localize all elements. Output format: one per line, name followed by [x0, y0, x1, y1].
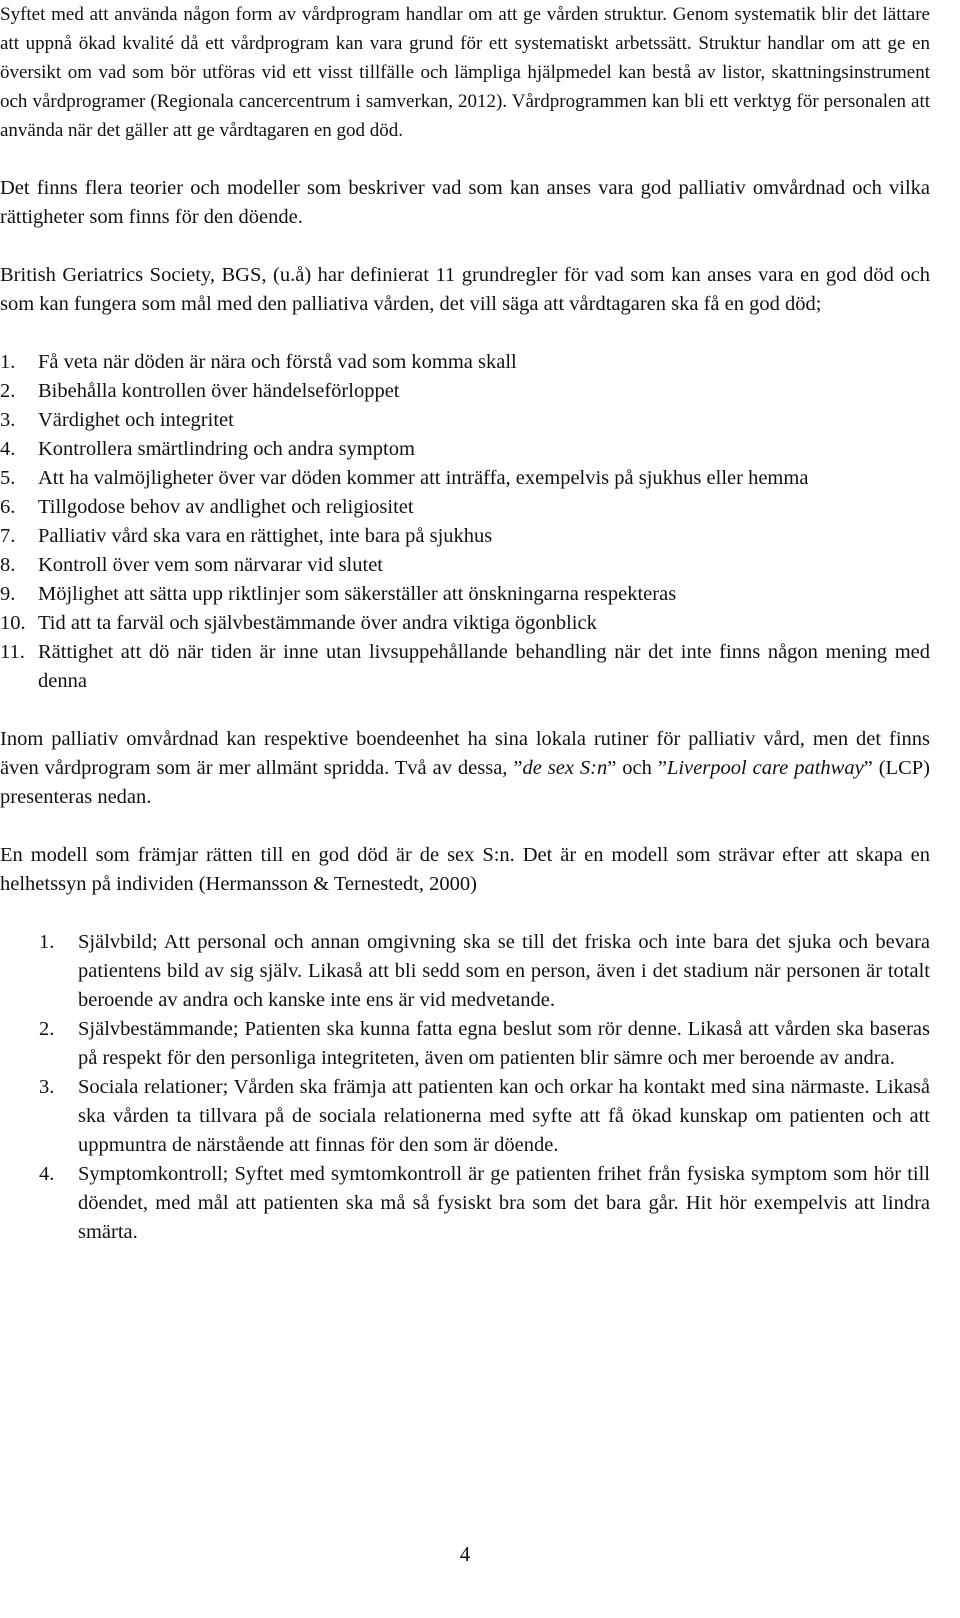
list-item: 3. Värdighet och integritet: [0, 409, 234, 431]
sex-s-list: [0, 928, 930, 1247]
list-item: 1. Få veta när döden är nära och förstå vad som komma skall: [0, 351, 517, 373]
list-item: 11. Rättighet att dö när tiden är inne utan livsuppehållande behandling när det inte finns någon mening med denna: [0, 641, 930, 692]
list-item: 3. Sociala relationer; Vården ska främja att patienten kan och orkar ha kontakt med sina närmaste. Likaså ska vården ta tillvara på de sociala relationerna med syfte att få ökad kunskap om patienten och att uppmuntra de närstående att finnas för den som är döende.: [39, 1076, 930, 1156]
list-item: 1. Självbild; Att personal och annan omgivning ska se till det friska och inte bara det sjuka och bevara patientens bild av sig själv. Likaså att bli sedd som en person, även i det stadium när personen är totalt beroende av andra och kanske inte ens är vid medvetande.: [39, 931, 930, 1011]
bgs-rules-list: [0, 348, 930, 696]
paragraph-intro: Syftet med att använda någon form av vårdprogram handlar om att ge vården struktur. Genom systematik blir det lättare att uppnå ökad kvalité då ett vårdprogram kan vara grund för ett systematiskt arbetssätt. Struktur handlar om att ge en översikt om vad som bör utföras vid ett visst tillfälle och lämpliga hjälpmedel kan bestå av listor, skattningsinstrument och vårdprogramer (Regionala cancercentrum i samverkan, 2012). Vårdprogrammen kan bli ett verktyg för personalen att använda när det gäller att ge vårdtagaren en god död.: [0, 4, 930, 141]
list-item: 2. Bibehålla kontrollen över händelseförloppet: [0, 380, 400, 402]
list-item: 5. Att ha valmöjligheter över var döden kommer att inträffa, exempelvis på sjukhus eller hemma: [0, 467, 809, 489]
list-item: 10. Tid att ta farväl och självbestämmande över andra viktiga ögonblick: [0, 612, 597, 634]
paragraph-bgs: British Geriatrics Society, BGS, (u.å) har definierat 11 grundregler för vad som kan anses vara en god död och som kan fungera som mål med den palliativa vården, det vill säga att vårdtagaren ska få en god död;: [0, 264, 930, 315]
paragraph-care-programs: Inom palliativ omvårdnad kan respektive boendeenhet ha sina lokala rutiner för palliativ vård, men det finns även vårdprogram som är mer allmänt spridda. Två av dessa, ”de sex S:n” och ”Liverpool care pathway” (LCP) presenteras nedan.: [0, 728, 930, 808]
list-item: 9. Möjlighet att sätta upp riktlinjer som säkerställer att önskningarna respekteras: [0, 583, 677, 605]
list-item: 6. Tillgodose behov av andlighet och religiositet: [0, 496, 414, 518]
list-item: 2. Självbestämmande; Patienten ska kunna fatta egna beslut som rör denne. Likaså att vården ska baseras på respekt för den personliga integriteten, även om patienten blir sämre och mer beroende av andra.: [39, 1018, 930, 1069]
page-number: 4: [459, 1542, 471, 1566]
list-item: 8. Kontroll över vem som närvarar vid slutet: [0, 554, 383, 576]
paragraph-theories: Det finns flera teorier och modeller som beskriver vad som kan anses vara god palliativ omvårdnad och vilka rättigheter som finns för den döende.: [0, 177, 930, 228]
paragraph-sex-s-model: En modell som främjar rätten till en god död är de sex S:n. Det är en modell som strävar efter att skapa en helhetssyn på individen (Hermansson & Ternestedt, 2000): [0, 844, 930, 895]
list-item: 4. Symptomkontroll; Syftet med symtomkontroll är ge patienten frihet från fysiska symptom som hör till döendet, med mål att patienten ska må så fysiskt bra som det bara går. Hit hör exempelvis att lindra smärta.: [39, 1163, 930, 1243]
list-item: 4. Kontrollera smärtlindring och andra symptom: [0, 438, 415, 460]
list-item: 7. Palliativ vård ska vara en rättighet, inte bara på sjukhus: [0, 525, 493, 547]
